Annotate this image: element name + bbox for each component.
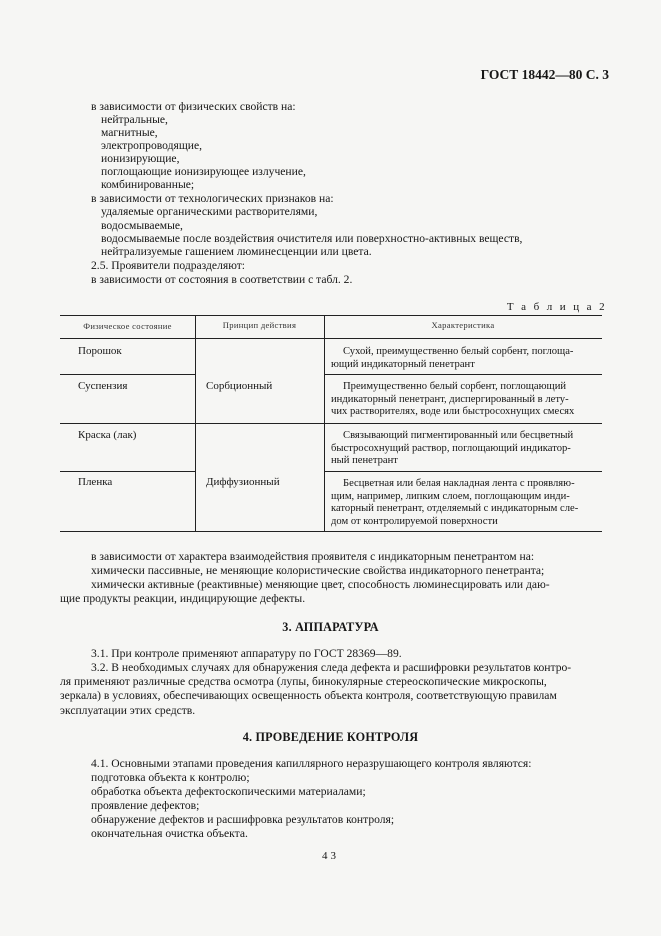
column-header-principle: Принцип действия — [222, 320, 297, 330]
cell-line: Связывающий пигментированный или бесцветный — [343, 430, 574, 441]
cell-line: щим, например, липким слоем, поглощающим инди- — [331, 490, 570, 502]
table-cell-characteristic — [331, 478, 578, 528]
cell-line: Бесцветная или белая накладная лента с проявляю- — [343, 478, 575, 489]
list-item: окончательная очистка объекта. — [91, 827, 248, 840]
list-item: магнитные, — [101, 126, 158, 139]
table-label: Т а б л и ц а 2 — [506, 301, 607, 313]
table-rule — [60, 374, 195, 375]
table-cell-characteristic — [331, 381, 574, 419]
list-item: комбинированные; — [101, 178, 195, 191]
cell-line: дом от контролируемой поверхности — [331, 515, 498, 527]
text-line: ля применяют различные средства осмотра (лупы, бинокулярные стереоскопические микроскопы, — [60, 675, 547, 688]
cell-line: Преимущественно белый сорбент, поглощающий — [343, 381, 567, 392]
table-cell-characteristic — [331, 430, 573, 468]
text-line: зеркала) в условиях, обеспечивающих освещенность объекта контроля, соответствующую правилам — [60, 689, 557, 702]
table-rule-head — [60, 338, 602, 339]
cell-line: чих растворителях, воде или быстросохнущих смесях — [331, 406, 575, 418]
cell-line: индикаторный пенетрант, диспергированный в лету- — [331, 393, 569, 405]
table-rule — [60, 471, 195, 472]
table-cell-principle: Сорбционный — [206, 380, 273, 392]
list-item: водосмываемые, — [101, 219, 183, 232]
text-line: в зависимости от состояния в соответствии с табл. 2. — [91, 273, 353, 286]
cell-line: каторный пенетрант, отделяемый с индикаторным сле- — [331, 503, 579, 515]
table-cell-state: Пленка — [78, 476, 113, 488]
text-line: химически пассивные, не меняющие колористические свойства индикаторного пенетранта; — [91, 564, 545, 577]
list-item: проявление дефектов; — [91, 799, 200, 812]
text-line: щие продукты реакции, индицирующие дефекты. — [60, 592, 306, 605]
text-line: 3.1. При контроле применяют аппаратуру по ГОСТ 28369—89. — [91, 647, 402, 660]
table-rule-bottom — [60, 531, 602, 532]
list-item: ионизирующие, — [101, 152, 180, 165]
table-cell-state: Порошок — [78, 345, 122, 357]
text-line: в зависимости от технологических признаков на: — [91, 192, 334, 205]
table-cell-characteristic — [331, 346, 573, 371]
section-3-title: 3. АППАРАТУРА — [282, 620, 379, 634]
list-item: обработка объекта дефектоскопическими материалами; — [91, 785, 366, 798]
cell-line: ющий индикаторный пенетрант — [331, 358, 475, 370]
cell-line: Сухой, преимущественно белый сорбент, поглоща- — [343, 346, 574, 357]
page-number: 43 — [322, 850, 339, 862]
list-item: обнаружение дефектов и расшифровка результатов контроля; — [91, 813, 395, 826]
list-item: нейтрализуемые гашением люминесценции или цвета. — [101, 245, 372, 258]
page-header: ГОСТ 18442—80 С. 3 — [480, 67, 609, 82]
table-col-rule — [195, 315, 196, 531]
section-4-title: 4. ПРОВЕДЕНИЕ КОНТРОЛЯ — [242, 730, 419, 744]
text-line: химически активные (реактивные) меняющие цвет, способность люминесцировать или даю- — [91, 578, 550, 591]
text-line: в зависимости от физических свойств на: — [91, 100, 296, 113]
text-line: 4.1. Основными этапами проведения капиллярного неразрушающего контроля являются: — [91, 757, 532, 770]
table-cell-principle: Диффузионный — [206, 476, 280, 488]
text-line: эксплуатации этих средств. — [60, 704, 196, 717]
table-rule-top — [60, 315, 602, 316]
list-item: нейтральные, — [101, 113, 168, 126]
list-item: электропроводящие, — [101, 139, 203, 152]
list-item: удаляемые органическими растворителями, — [101, 205, 318, 218]
text-line: в зависимости от характера взаимодействия проявителя с индикаторным пенетрантом на: — [91, 550, 535, 563]
list-item: водосмываемые после воздействия очистителя или поверхностно-активных веществ, — [101, 232, 523, 245]
column-header-state: Физическое состояние — [83, 321, 172, 331]
column-header-characteristic: Характеристика — [431, 320, 495, 330]
table-rule — [324, 374, 602, 375]
cell-line: быстросохнущий раствор, поглощающий индикатор- — [331, 442, 571, 454]
text-line: 2.5. Проявители подразделяют: — [91, 259, 245, 272]
table-cell-state: Суспензия — [78, 380, 128, 392]
table-col-rule — [324, 315, 325, 531]
list-item: подготовка объекта к контролю; — [91, 771, 250, 784]
table-rule — [60, 423, 602, 424]
table-cell-state: Краска (лак) — [78, 429, 137, 441]
table-rule — [324, 471, 602, 472]
text-line: 3.2. В необходимых случаях для обнаружения следа дефекта и расшифровки результатов контро- — [91, 661, 572, 674]
cell-line: ный пенетрант — [331, 455, 398, 467]
list-item: поглощающие ионизирующее излучение, — [101, 165, 306, 178]
